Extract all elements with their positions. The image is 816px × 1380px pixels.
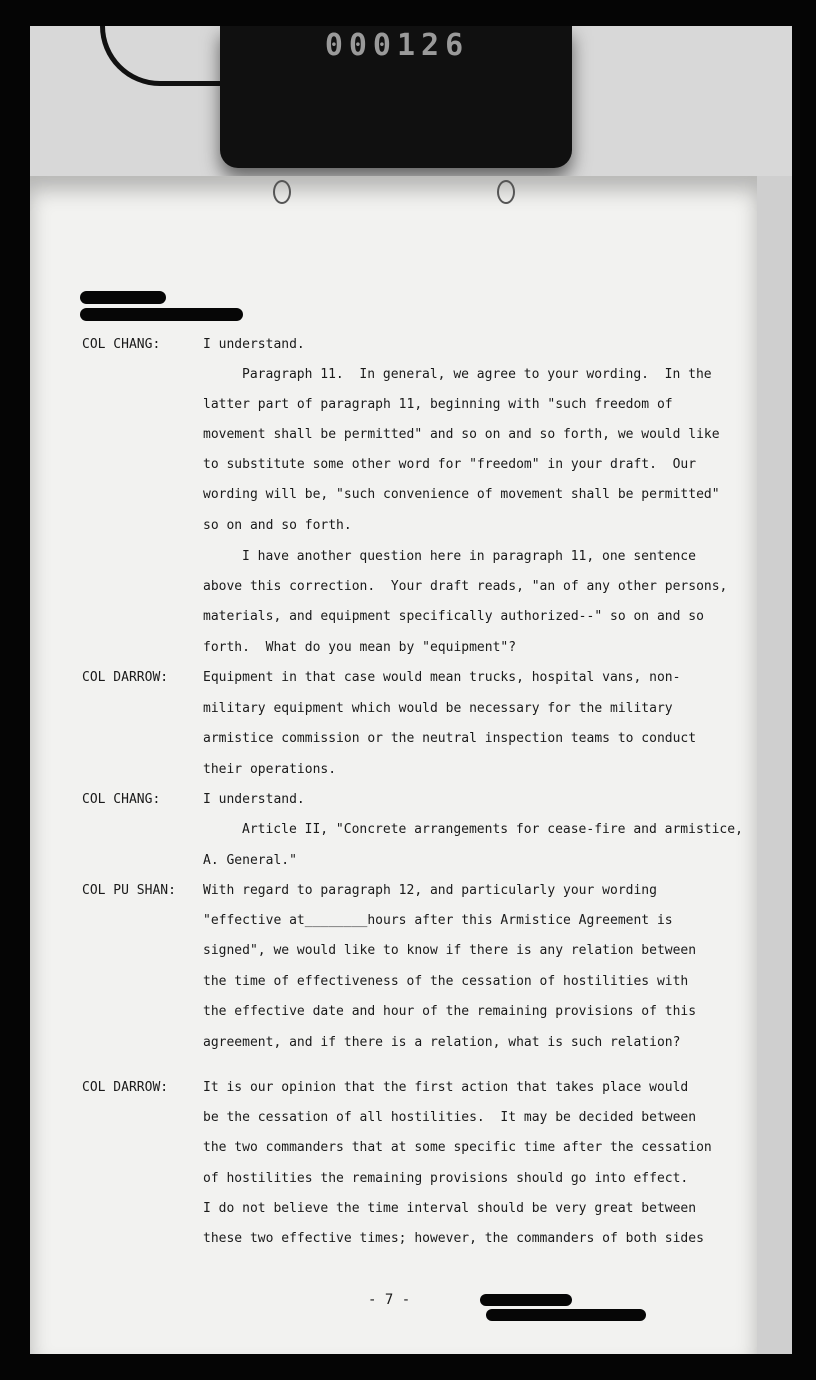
page-number: - 7 - xyxy=(368,1292,411,1308)
text-line: materials, and equipment specifically authorized--" so on and so xyxy=(203,609,704,624)
punch-hole-right xyxy=(497,180,515,204)
text-line: I understand. xyxy=(203,337,305,352)
text-line: so on and so forth. xyxy=(203,518,352,533)
text-line: Paragraph 11. In general, we agree to your wording. In the xyxy=(242,367,712,382)
text-line: I understand. xyxy=(203,792,305,807)
text-line: I do not believe the time interval should be very great between xyxy=(203,1201,697,1216)
text-line: these two effective times; however, the commanders of both sides xyxy=(203,1231,704,1246)
text-line: With regard to paragraph 12, and particularly your wording xyxy=(203,883,657,898)
text-line: armistice commission or the neutral inspection teams to conduct xyxy=(203,731,697,746)
text-line: movement shall be permitted" and so on and so forth, we would like xyxy=(203,427,720,442)
text-line: signed", we would like to know if there is any relation between xyxy=(203,943,697,958)
text-line: "effective at________hours after this Armistice Agreement is xyxy=(203,913,673,928)
text-line: of hostilities the remaining provisions should go into effect. xyxy=(203,1171,689,1186)
redaction-mark xyxy=(80,308,243,321)
text-line: forth. What do you mean by "equipment"? xyxy=(203,640,517,655)
text-line: A. General." xyxy=(203,853,297,868)
text-line: wording will be, "such convenience of movement shall be permitted" xyxy=(203,487,720,502)
text-line: the time of effectiveness of the cessation of hostilities with xyxy=(203,974,689,989)
speaker-label: COL CHANG: xyxy=(82,792,161,807)
text-line: Article II, "Concrete arrangements for cease-fire and armistice, xyxy=(242,822,743,837)
text-line: military equipment which would be necessary for the military xyxy=(203,701,673,716)
text-line: It is our opinion that the first action that takes place would xyxy=(203,1080,689,1095)
text-line: agreement, and if there is a relation, what is such relation? xyxy=(203,1035,681,1050)
counter-number: 000126 xyxy=(324,28,470,63)
punch-hole-left xyxy=(273,180,291,204)
text-line: the effective date and hour of the remaining provisions of this xyxy=(203,1004,697,1019)
speaker-label: COL DARROW: xyxy=(82,670,169,685)
text-line: to substitute some other word for "freedom" in your draft. Our xyxy=(203,457,697,472)
page-edge xyxy=(757,176,792,1354)
text-line: I have another question here in paragraph 11, one sentence xyxy=(242,549,696,564)
frame-counter xyxy=(220,26,572,168)
speaker-label: COL PU SHAN: xyxy=(82,883,176,898)
redaction-mark xyxy=(486,1309,646,1321)
text-line: their operations. xyxy=(203,762,337,777)
speaker-label: COL DARROW: xyxy=(82,1080,169,1095)
redaction-mark xyxy=(480,1294,572,1306)
text-line: above this correction. Your draft reads, "an of any other persons, xyxy=(203,579,728,594)
speaker-label: COL CHANG: xyxy=(82,337,161,352)
text-line: latter part of paragraph 11, beginning with "such freedom of xyxy=(203,397,673,412)
redaction-mark xyxy=(80,291,166,304)
text-line: be the cessation of all hostilities. It may be decided between xyxy=(203,1110,697,1125)
text-line: Equipment in that case would mean trucks, hospital vans, non- xyxy=(203,670,681,685)
text-line: the two commanders that at some specific time after the cessation xyxy=(203,1140,712,1155)
